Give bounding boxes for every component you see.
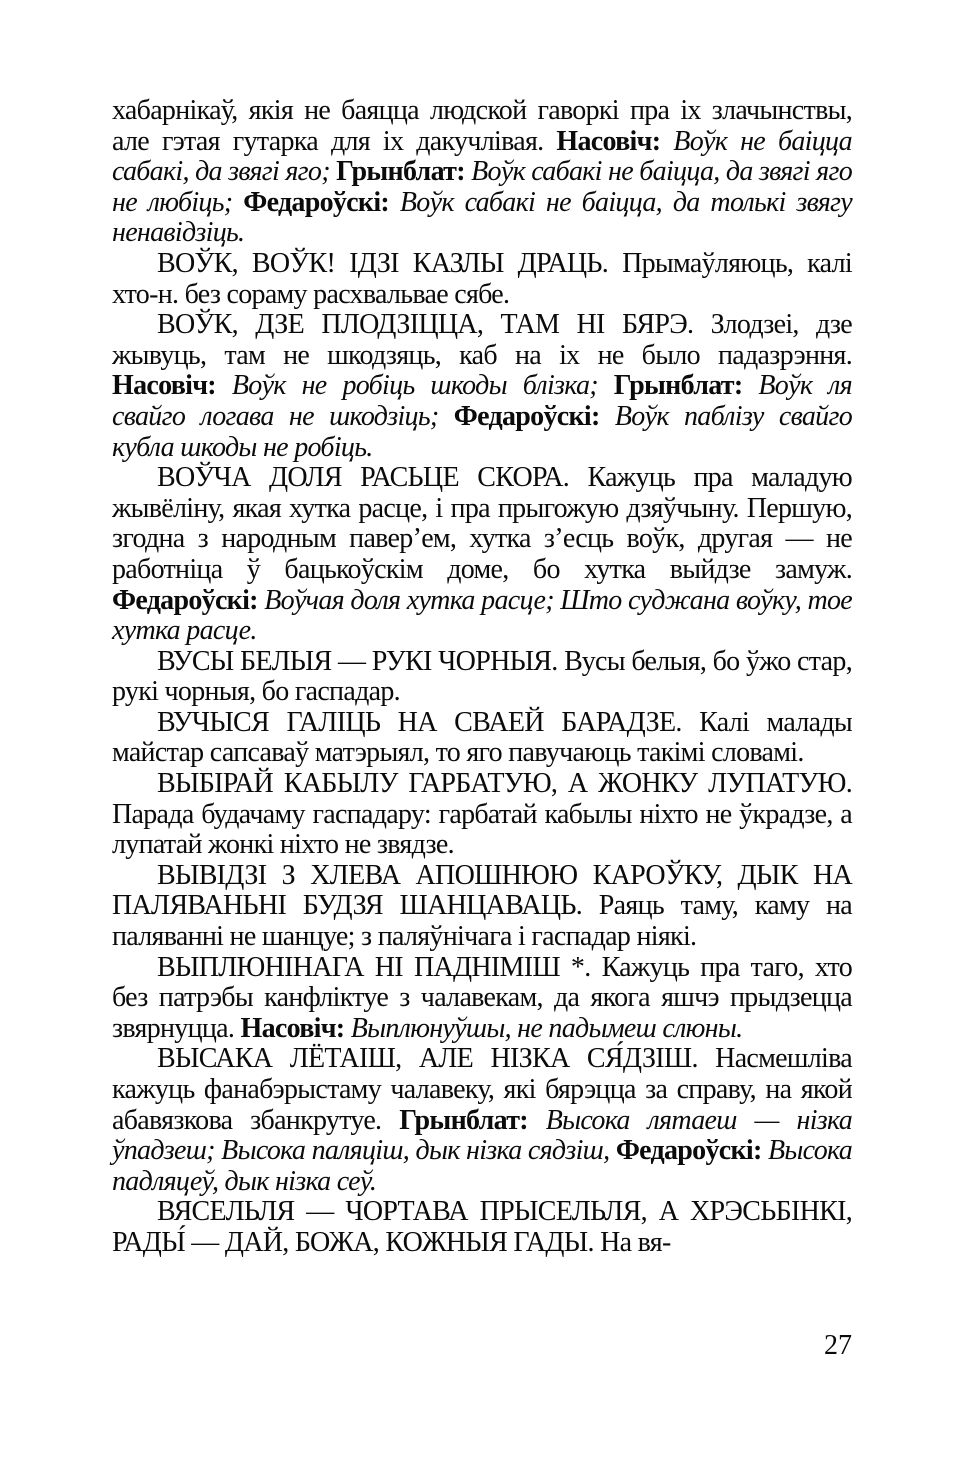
text-segment-regular: ВЯСЕЛЬЛЯ — ЧОРТАВА ПРЫСЕЛЬЛЯ, А ХРЭСЬБІНКІ, РАДЫ́ — ДАЙ, БОЖА, КОЖНЫЯ ГАДЫ. На вя- — [112, 1196, 852, 1258]
text-segment-italic: Воўк не баіцца сабакі, да звягі яго; — [112, 125, 852, 188]
text-block — [112, 96, 852, 1259]
text-segment-regular: хабарнікаў, якія не баяцца людской гаворкі пра іх злачынствы, але гэтая гутарка для іх дакучлівая. — [112, 95, 852, 157]
text-segment-italic: Воўк ля свайго логава не шкодзіць; — [112, 370, 852, 432]
text-segment-regular: ВОЎЧА ДОЛЯ РАСЬЦЕ СКОРА. Кажуць пра маладую жывёліну, якая хутка расце, і пра прыгожую дзяўчыну. Першую, згодна з народным павер’ем, хутка з’есць воўк, другая — не работніца ў бацькоўскім доме, бо хутка выйдзе замуж. — [112, 462, 852, 585]
paragraph — [112, 769, 852, 861]
paragraph — [112, 463, 852, 647]
paragraph — [112, 249, 852, 310]
text-segment-bold: Федароўскі: — [243, 186, 400, 218]
text-segment-italic: Воўк не робіць шкоды блізка; — [231, 370, 614, 402]
text-segment-regular: ВЫПЛЮНІНАГА НІ ПАДНІМІШ *. Кажуць пра таго, хто без патрэбы канфліктуе з чалавекам, да якога яшчэ прыдзецца звярнуцца. — [112, 951, 852, 1044]
text-segment-bold: Федароўскі: — [615, 1135, 769, 1167]
text-segment-italic: Высока лятаеш — нізка ўпадзеш; Высока паляціш, дык нізка сядзіш, — [112, 1104, 853, 1167]
paragraph — [112, 953, 852, 1045]
text-segment-bold: Грынблат: — [336, 156, 472, 188]
text-segment-regular: ВЫВІДЗІ З ХЛЕВА АПОШНЮЮ КАРОЎКУ, ДЫК НА ПАЛЯВАНЬНІ БУДЗЯ ШАНЦАВАЦЬ. Раяць таму, каму на паляванні не шанцуе; з паляўнічага і гаспадар ніякі. — [112, 859, 852, 953]
text-segment-regular: ВЫБІРАЙ КАБЫЛУ ГАРБАТУЮ, А ЖОНКУ ЛУПАТУЮ. Парада будачаму гаспадару: гарбатай кабылы ніхто не ўкрадзе, а лупатай жонкі ніхто не звядзе. — [112, 768, 852, 861]
paragraph — [112, 96, 852, 249]
paragraph — [112, 1197, 852, 1258]
paragraph — [112, 1044, 852, 1197]
page-number: 27 — [824, 1330, 852, 1361]
text-segment-regular: ВОЎК, ДЗЕ ПЛОДЗІЦЦА, ТАМ НІ БЯРЭ. Злодзеі, дзе жывуць, там не шкодзяць, каб на іх не было падазрэння. — [112, 309, 852, 371]
paragraph — [112, 861, 852, 953]
text-segment-regular: ВЫСАКА ЛЁТАІШ, АЛЕ НІЗКА СЯ́ДЗІШ. Насмешліва кажуць фанабэрыстаму чалавеку, які бярэцца за справу, на якой абавязкова збанкрутуе. — [112, 1043, 852, 1136]
text-segment-regular: ВУСЫ БЕЛЫЯ — РУКІ ЧОРНЫЯ. Вусы белыя, бо ўжо стар, рукі чорныя, бо гаспадар. — [112, 645, 852, 708]
text-segment-bold: Грынблат: — [613, 370, 759, 402]
text-segment-italic: Высока падляцеў, дык нізка сеў. — [112, 1135, 853, 1197]
text-segment-italic: Воўчая доля хутка расце; Што суджана воўку, тое хутка расце. — [112, 584, 852, 647]
text-segment-italic: Воўк паблізу свайго кубла шкоды не робіць. — [112, 400, 853, 463]
text-segment-regular: ВОЎК, ВОЎК! ІДЗІ КАЗЛЫ ДРАЦЬ. Прымаўляюць, калі хто-н. без сораму расхвальвае сябе. — [112, 247, 852, 310]
text-segment-italic: Воўк сабакі не баіцца, да звягі яго не любіць; — [112, 156, 853, 218]
text-segment-regular: ВУЧЫСЯ ГАЛІЦЬ НА СВАЕЙ БАРАДЗЕ. Калі малады майстар сапсаваў матэрыял, то яго павучаюць такімі словамі. — [112, 706, 852, 769]
paragraph — [112, 708, 852, 769]
text-segment-bold: Федароўскі: — [453, 400, 615, 432]
paragraph — [112, 647, 852, 708]
text-segment-bold: Насовіч: — [240, 1012, 351, 1044]
text-segment-bold: Насовіч: — [112, 370, 232, 402]
paragraph — [112, 310, 852, 463]
text-segment-italic: Выплюнуўшы, не падымеш слюны. — [350, 1012, 743, 1044]
text-segment-bold: Грынблат: — [399, 1104, 546, 1136]
text-segment-bold: Федароўскі: — [112, 584, 265, 616]
text-segment-italic: Воўк сабакі не баіцца, да толькі звягу ненавідзіць. — [112, 186, 853, 249]
text-segment-bold: Насовіч: — [556, 125, 674, 157]
